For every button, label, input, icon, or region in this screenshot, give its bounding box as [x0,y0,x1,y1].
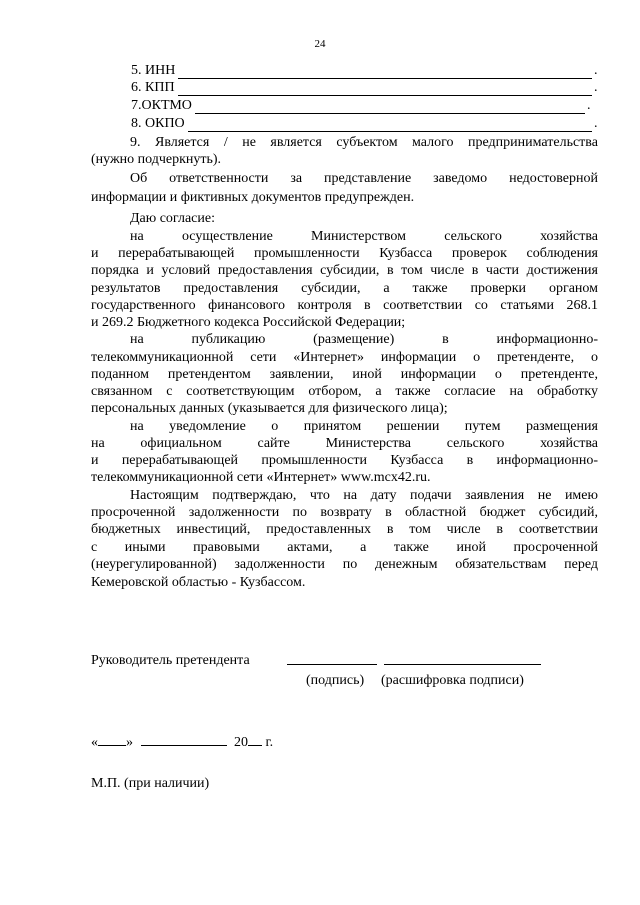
word: хозяйства [540,436,598,451]
responsibility-line2: информации и фиктивных документов предупрежден. [91,190,415,205]
word: недостоверной [509,171,598,186]
word: на [91,436,105,451]
word: ответственности [169,171,269,186]
okpo-blank-line [188,118,592,132]
word: иными [124,540,166,555]
word: малого [412,135,454,150]
oktmo-field: 7.ОКТМО . [131,98,591,113]
consent-publish-line1 [91,331,598,348]
word: 9. [130,135,141,150]
consent-notify-line3: и перерабатывающей промышленности Кузбасса в информационно- [91,453,598,468]
word: не [537,488,552,503]
word: не [242,135,256,150]
confirmation-line5: (неурегулированной) задолженности по денежным обязательствам перед [91,557,598,572]
word: осуществление [181,229,273,244]
word: подтверждаю, [212,488,297,503]
word: на [130,332,144,347]
confirmation-line1 [91,487,598,504]
confirmation-line2: просроченной задолженности по возврату в областной бюджет субсидий, [91,505,598,520]
word: решении [386,419,440,434]
consent-check-line4: результатов предоставления субсидии, а также проверки органом [91,281,598,296]
word: (размещение) [313,332,395,347]
consent-publish-line4: связанном с соответствующим отбором, а также согласие на обработку [91,384,598,399]
word: сельского [446,436,505,451]
consent-check-line3: порядка и условий предоставления субсидии, в том числе в части достижения [91,263,598,278]
word: сайте [257,436,290,451]
word: является [270,135,322,150]
okpo-field: 8. ОКПО . [131,116,598,131]
word: Настоящим [130,488,199,503]
word: дату [370,488,397,503]
word: заведомо [433,171,488,186]
word: принятом [303,419,362,434]
day-blank [98,733,126,746]
confirmation-line3: бюджетных инвестиций, предоставленных в том числе в соответствии [91,522,598,537]
consent-publish-line2: телекоммуникационной сети «Интернет» информации о претенденте, о [91,350,598,365]
item9-line1 [91,134,598,151]
word: уведомление [169,419,246,434]
inn-field: 5. ИНН . [131,63,598,78]
word: о [271,419,279,434]
word: что [309,488,330,503]
word: в [442,332,449,347]
consent-notify-line4: телекоммуникационной сети «Интернет» www.mcx42.ru. [91,470,431,485]
date-open-quote: « [91,735,98,750]
signature-decode-caption: (расшифровка подписи) [381,673,524,688]
word: Является [154,135,210,150]
word: просроченной [513,540,598,555]
word: на [130,419,144,434]
word: также [393,540,429,555]
okpo-label: 8. ОКПО [131,116,185,131]
word: подачи [410,488,452,503]
consent-check-line6: и 269.2 Бюджетного кодекса Российской Федерации; [91,315,406,330]
word: путем [464,419,501,434]
word: а [360,540,367,555]
page-number: 24 [314,38,326,50]
word: / [223,135,228,150]
consent-publish-line3: поданном претендентом заявлении, иной информации о претенденте, [91,367,598,382]
signature-label: Руководитель претендента [91,653,250,668]
word: за [290,171,303,186]
date-close-quote: » [126,735,133,750]
inn-label: 5. ИНН [131,63,176,78]
word: сельского [444,229,502,244]
word: правовыми [193,540,260,555]
oktmo-blank-line [195,100,585,114]
consent-publish-line5: персональных данных (указывается для физического лица); [91,401,448,416]
word: на [130,229,144,244]
consent-check-line1 [91,228,598,245]
word: информационно- [496,332,598,347]
item9-line2: (нужно подчеркнуть). [91,152,222,167]
responsibility-line1 [91,170,598,187]
oktmo-label: 7.ОКТМО [131,98,192,113]
kpp-blank-line [178,82,592,96]
signature-decode-blank-line [384,664,541,665]
word: Министерства [325,436,412,451]
consent-intro: Даю согласие: [130,211,215,226]
word: предпринимательства [468,135,598,150]
consent-notify-line2 [91,435,598,452]
word: Министерством [311,229,406,244]
word: имею [564,488,598,503]
word: субъектом [336,135,398,150]
confirmation-line4 [91,539,598,556]
inn-blank-line [178,65,592,79]
date-line [91,733,273,751]
word: представление [324,171,412,186]
year-blank [248,733,262,746]
word: Об [130,171,148,186]
signature-blank-line [287,664,377,665]
year-suffix: г. [262,735,274,750]
month-blank [141,733,227,746]
signature-caption: (подпись) [306,673,365,688]
word: публикацию [191,332,266,347]
consent-check-line2: и перерабатывающей промышленности Кузбасса проверок соблюдения [91,246,598,261]
stamp-note: М.П. (при наличии) [91,776,210,791]
word: с [91,540,98,555]
word: актами, [287,540,333,555]
consent-notify-line1 [91,418,598,435]
kpp-label: 6. КПП [131,80,175,95]
word: заявления [464,488,525,503]
word: размещения [525,419,598,434]
kpp-field: 6. КПП . [131,80,598,95]
confirmation-line6: Кемеровской областью - Кузбассом. [91,575,306,590]
word: иной [456,540,486,555]
word: хозяйства [540,229,598,244]
word: официальном [140,436,222,451]
year-prefix: 20 [234,735,248,750]
word: на [343,488,358,503]
consent-check-line5: государственного финансового контроля в соответствии со статьями 268.1 [91,298,598,313]
